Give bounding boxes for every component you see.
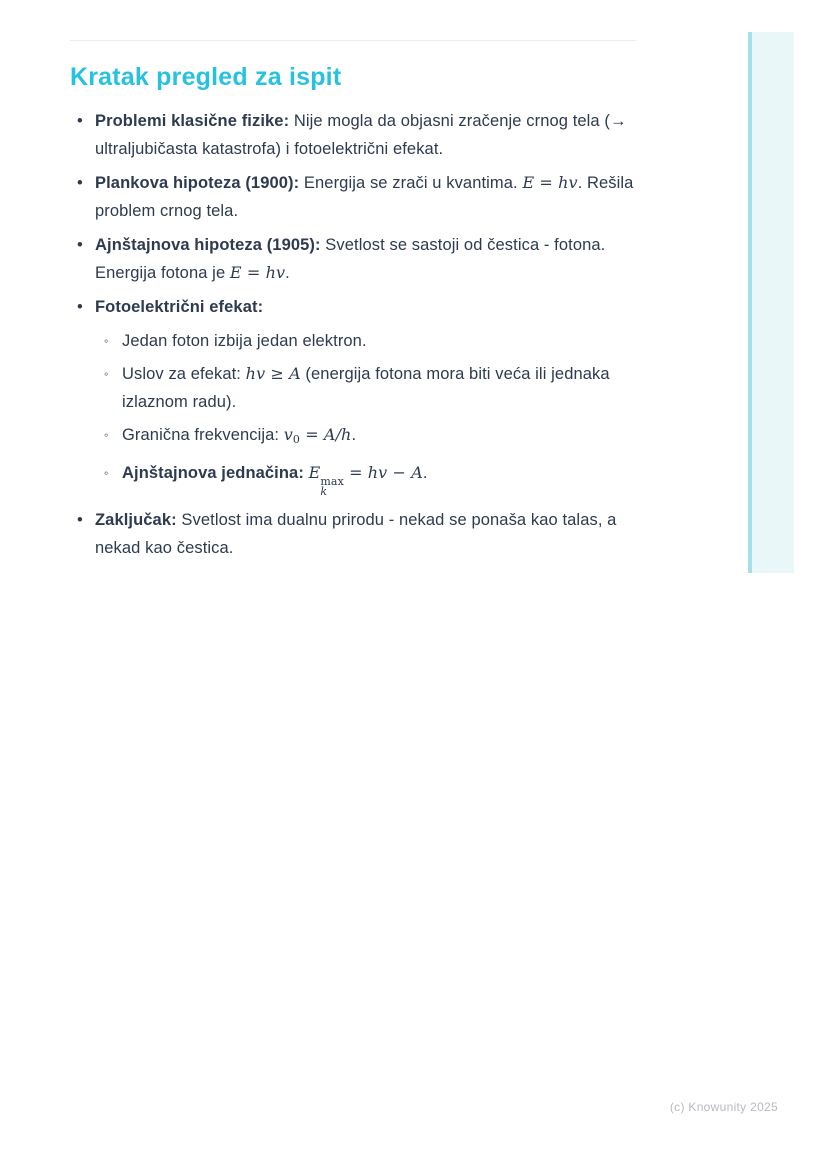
item-bold-lead: Ajnštajnova hipoteza (1905): — [95, 236, 321, 254]
copyright-footer: (c) Knowunity 2025 — [669, 1100, 778, 1114]
sub-item-ajnstajnova-jednacina — [70, 459, 642, 497]
item-text — [122, 426, 356, 444]
page-title: Kratak pregled za ispit — [70, 63, 342, 91]
item-text — [95, 511, 616, 557]
content-area — [70, 62, 642, 568]
bullet-icon: • — [77, 112, 83, 130]
item-body-text: . Rešila problem crnog tela. — [95, 174, 634, 220]
math-superscript: max — [320, 475, 344, 488]
item-body-text: Uslov za efekat: — [122, 365, 246, 383]
sub-item-uslov-za-efekat — [70, 360, 642, 416]
math-supsub — [320, 477, 344, 497]
math-formula: E — [308, 463, 321, 482]
item-body-text: . — [422, 464, 428, 482]
math-formula: = hv − A — [343, 463, 423, 482]
item-bold-lead: Problemi klasične fizike: — [95, 112, 290, 130]
item-body-text: Granična frekvencija: — [122, 426, 284, 444]
item-text — [95, 174, 633, 220]
item-bold-lead: Fotoelektrični efekat: — [95, 298, 264, 316]
item-bold-lead: Zaključak: — [95, 511, 177, 529]
sub-bullet-icon: ◦ — [104, 367, 109, 381]
bullet-icon: • — [77, 298, 83, 316]
math-formula: E = hv — [522, 173, 578, 192]
item-body-text: Svetlost se sastoji od čestica - fotona. Energija fotona je — [95, 236, 606, 282]
item-text — [95, 112, 627, 158]
bullet-icon: • — [77, 174, 83, 192]
math-formula: hv ≥ A — [245, 364, 301, 383]
item-body-text: Nije mogla da objasni zračenje crnog tela (→ ultraljubičasta katastrofa) i fotoelektrični efekat. — [95, 112, 627, 158]
item-text — [122, 365, 610, 411]
item-text — [122, 463, 428, 498]
item-text — [122, 332, 367, 350]
item-body-text: (energija fotona mora biti veća ili jednaka izlaznom radu). — [122, 365, 610, 411]
item-text — [95, 298, 263, 316]
math-subscript: 0 — [292, 433, 301, 446]
item-body-text: Energija se zrači u kvantima. — [299, 174, 523, 192]
sub-item-jedan-foton — [70, 327, 642, 355]
list-item-plankova-hipoteza — [70, 169, 642, 225]
right-accent-bar — [748, 32, 794, 573]
item-bold-lead: Plankova hipoteza (1900): — [95, 174, 300, 192]
bullet-icon: • — [77, 236, 83, 254]
item-text — [95, 236, 605, 282]
sub-bullet-icon: ◦ — [104, 428, 109, 442]
math-formula: v — [283, 425, 293, 444]
math-subscript: k — [320, 485, 328, 498]
item-body-text: . — [351, 426, 357, 444]
item-body-text: . — [285, 264, 290, 282]
sub-bullet-icon: ◦ — [104, 466, 109, 480]
list-item-fotoelektricni-efekat — [70, 293, 642, 321]
sub-bullet-list — [70, 327, 642, 497]
top-divider — [70, 40, 636, 41]
sub-item-granicna-frekvencija — [70, 421, 642, 454]
item-body-text: Svetlost ima dualnu prirodu - nekad se ponaša kao talas, a nekad kao čestica. — [95, 511, 617, 557]
list-item-problemi-klasicne-fizike — [70, 107, 642, 163]
bullet-icon: • — [77, 511, 83, 529]
item-body-text: Jedan foton izbija jedan elektron. — [122, 332, 367, 350]
math-formula: E = hv — [229, 263, 286, 282]
item-bold-lead: Ajnštajnova jednačina: — [122, 464, 309, 482]
list-item-ajnstajnova-hipoteza — [70, 231, 642, 287]
math-formula: = A/h — [300, 425, 352, 444]
list-item-zakljucak — [70, 506, 642, 562]
bullet-list — [70, 107, 642, 562]
sub-bullet-icon: ◦ — [104, 334, 109, 348]
